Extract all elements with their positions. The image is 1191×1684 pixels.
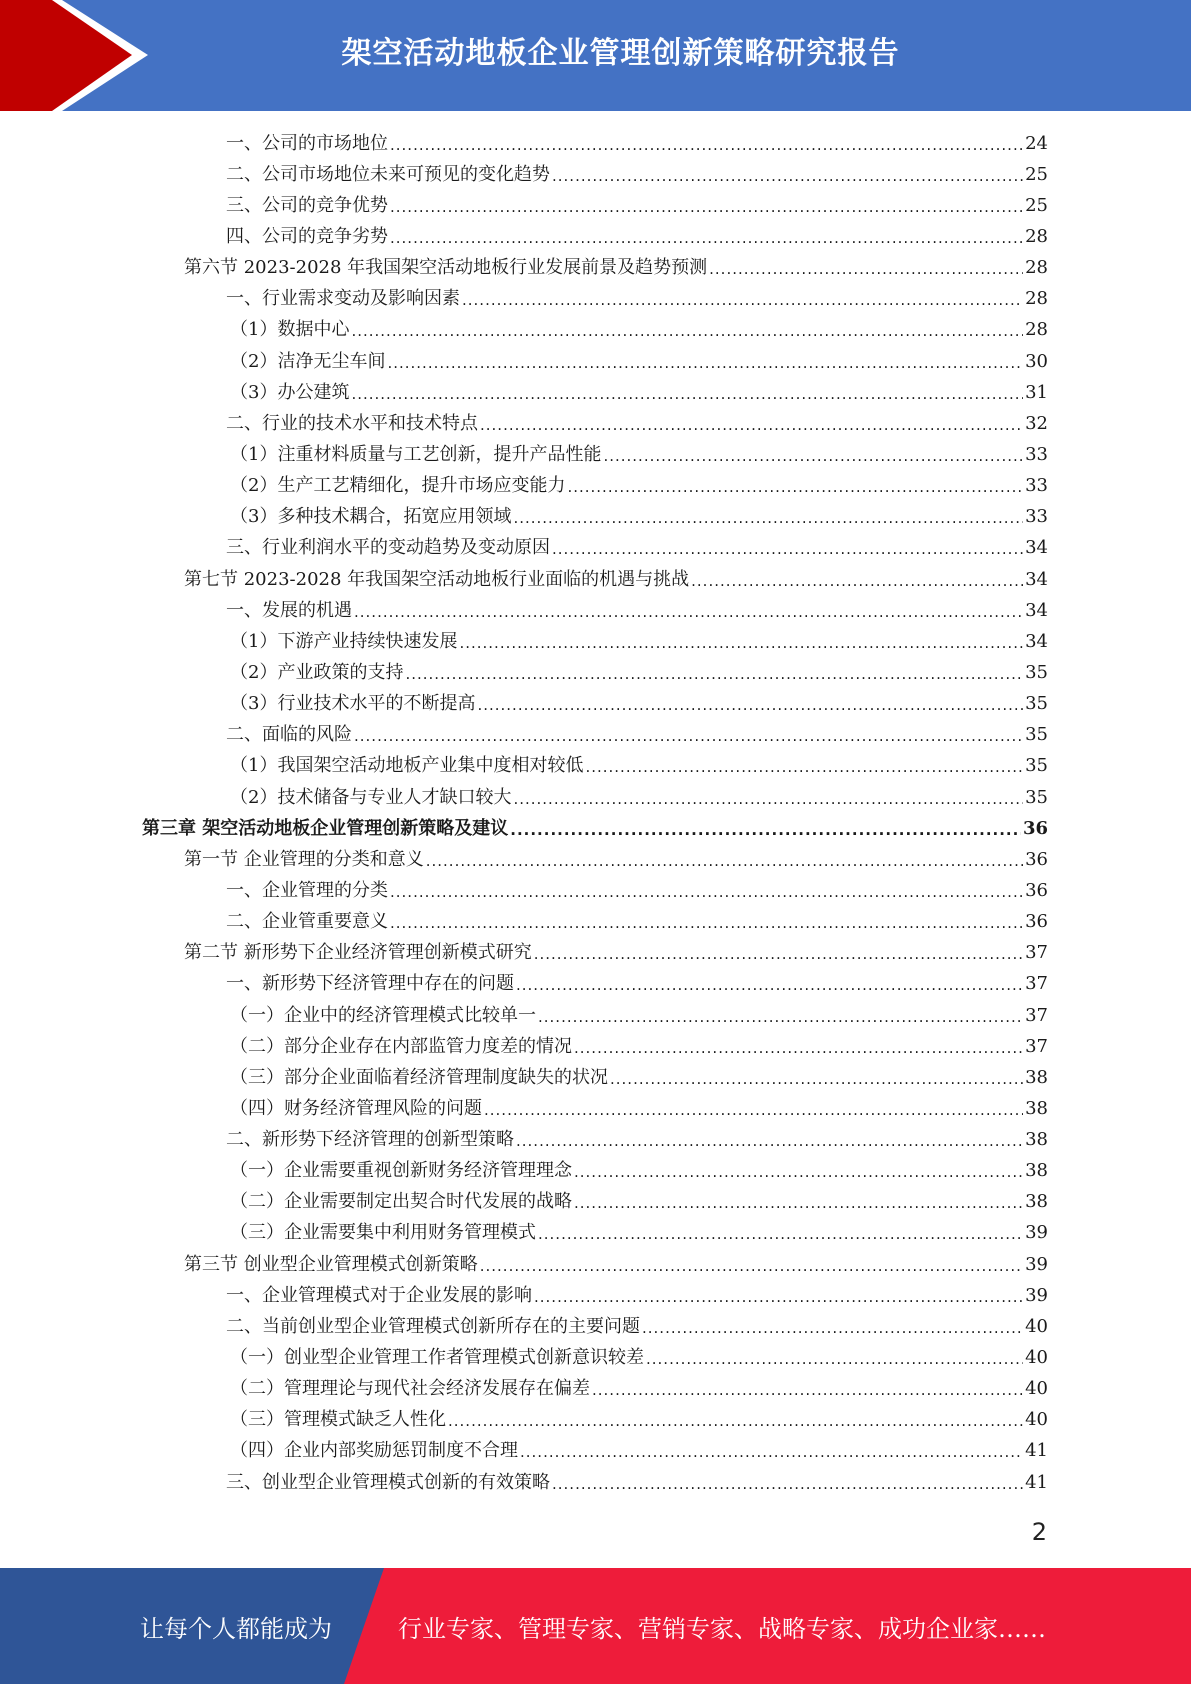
toc-entry-page: 38 bbox=[1025, 1129, 1048, 1151]
toc-entry[interactable] bbox=[0, 377, 1191, 408]
toc-entry-title: （四）企业内部奖励惩罚制度不合理 bbox=[230, 1440, 518, 1462]
toc-dot-leader bbox=[610, 1067, 1023, 1089]
toc-entry-page: 35 bbox=[1025, 693, 1048, 715]
toc-entry[interactable] bbox=[0, 595, 1191, 626]
toc-entry-page: 39 bbox=[1025, 1284, 1048, 1306]
toc-entry-title: （2）产业政策的支持 bbox=[230, 661, 404, 683]
toc-entry[interactable] bbox=[0, 1093, 1191, 1124]
toc-entry-page: 37 bbox=[1025, 1035, 1048, 1057]
toc-dot-leader bbox=[462, 288, 1023, 310]
toc-entry-title: 二、当前创业型企业管理模式创新所存在的主要问题 bbox=[226, 1315, 640, 1337]
toc-entry-page: 28 bbox=[1025, 288, 1048, 310]
toc-entry-title: （二）管理理论与现代社会经济发展存在偏差 bbox=[230, 1378, 590, 1400]
toc-entry-page: 24 bbox=[1025, 132, 1048, 154]
toc-entry[interactable] bbox=[0, 221, 1191, 252]
toc-entry[interactable] bbox=[0, 844, 1191, 875]
toc-entry[interactable] bbox=[0, 1374, 1191, 1405]
toc-dot-leader bbox=[426, 849, 1023, 871]
toc-entry-title: 一、企业管理模式对于企业发展的影响 bbox=[226, 1284, 532, 1306]
toc-entry[interactable] bbox=[0, 284, 1191, 315]
toc-entry-page: 32 bbox=[1025, 412, 1048, 434]
toc-dot-leader bbox=[459, 631, 1023, 653]
toc-entry[interactable] bbox=[0, 502, 1191, 533]
toc-entry[interactable] bbox=[0, 813, 1191, 844]
toc-entry-page: 38 bbox=[1025, 1160, 1048, 1182]
toc-entry-page: 40 bbox=[1025, 1378, 1048, 1400]
toc-entry-page: 34 bbox=[1025, 630, 1048, 652]
toc-entry[interactable] bbox=[0, 626, 1191, 657]
toc-entry-title: 第二节 新形势下企业经济管理创新模式研究 bbox=[184, 942, 532, 964]
toc-entry-title: （2）生产工艺精细化，提升市场应变能力 bbox=[230, 475, 566, 497]
toc-entry-title: 第六节 2023-2028 年我国架空活动地板行业发展前景及趋势预测 bbox=[184, 257, 708, 279]
toc-entry-page: 30 bbox=[1025, 350, 1048, 372]
toc-entry-page: 39 bbox=[1025, 1222, 1048, 1244]
toc-dot-leader bbox=[552, 537, 1023, 559]
toc-entry[interactable] bbox=[0, 1031, 1191, 1062]
toc-entry-title: 一、新形势下经济管理中存在的问题 bbox=[226, 973, 514, 995]
toc-dot-leader bbox=[387, 351, 1023, 373]
toc-dot-leader bbox=[390, 195, 1023, 217]
toc-dot-leader bbox=[574, 1036, 1023, 1058]
toc-entry[interactable] bbox=[0, 564, 1191, 595]
toc-dot-leader bbox=[390, 880, 1023, 902]
toc-dot-leader bbox=[552, 1472, 1023, 1494]
toc-entry-page: 28 bbox=[1025, 225, 1048, 247]
toc-entry-title: （3）多种技术耦合，拓宽应用领域 bbox=[230, 506, 512, 528]
table-of-contents bbox=[0, 128, 1191, 1498]
toc-dot-leader bbox=[484, 1098, 1023, 1120]
toc-dot-leader bbox=[552, 164, 1023, 186]
toc-entry-title: 第七节 2023-2028 年我国架空活动地板行业面临的机遇与挑战 bbox=[184, 568, 690, 590]
toc-entry-title: （1）我国架空活动地板产业集中度相对较低 bbox=[230, 755, 584, 777]
toc-entry[interactable] bbox=[0, 938, 1191, 969]
toc-entry[interactable] bbox=[0, 720, 1191, 751]
toc-entry-page: 38 bbox=[1025, 1066, 1048, 1088]
toc-dot-leader bbox=[691, 569, 1023, 591]
page-number: 2 bbox=[1031, 1518, 1047, 1546]
toc-entry[interactable] bbox=[0, 1000, 1191, 1031]
toc-entry[interactable] bbox=[0, 253, 1191, 284]
toc-dot-leader bbox=[513, 787, 1023, 809]
toc-dot-leader bbox=[709, 257, 1023, 279]
document-title: 架空活动地板企业管理创新策略研究报告 bbox=[341, 36, 900, 71]
chevron-arrow-icon bbox=[0, 0, 160, 111]
toc-entry-page: 40 bbox=[1025, 1347, 1048, 1369]
toc-dot-leader bbox=[405, 662, 1023, 684]
toc-entry-title: 一、企业管理的分类 bbox=[226, 879, 388, 901]
toc-entry-title: 二、面临的风险 bbox=[226, 724, 352, 746]
toc-entry-page: 35 bbox=[1025, 755, 1048, 777]
toc-entry-title: （一）企业中的经济管理模式比较单一 bbox=[230, 1004, 536, 1026]
toc-entry-title: 二、企业管重要意义 bbox=[226, 911, 388, 933]
toc-dot-leader bbox=[534, 942, 1023, 964]
toc-entry-page: 36 bbox=[1022, 817, 1048, 839]
toc-dot-leader bbox=[646, 1347, 1023, 1369]
toc-entry[interactable] bbox=[0, 128, 1191, 159]
toc-entry[interactable] bbox=[0, 751, 1191, 782]
toc-entry-page: 33 bbox=[1025, 506, 1048, 528]
toc-entry-title: （1）下游产业持续快速发展 bbox=[230, 630, 458, 652]
toc-dot-leader bbox=[603, 444, 1023, 466]
toc-entry-title: （三）管理模式缺乏人性化 bbox=[230, 1409, 446, 1431]
toc-entry-title: 第三节 创业型企业管理模式创新策略 bbox=[184, 1253, 478, 1275]
toc-entry-title: 三、公司的竞争优势 bbox=[226, 194, 388, 216]
toc-entry[interactable] bbox=[0, 471, 1191, 502]
toc-entry[interactable] bbox=[0, 1467, 1191, 1498]
toc-entry-page: 38 bbox=[1025, 1097, 1048, 1119]
toc-dot-leader bbox=[480, 1254, 1023, 1276]
toc-entry-title: 一、行业需求变动及影响因素 bbox=[226, 288, 460, 310]
toc-dot-leader bbox=[390, 133, 1023, 155]
toc-entry-title: 二、公司市场地位未来可预见的变化趋势 bbox=[226, 163, 550, 185]
toc-entry[interactable] bbox=[0, 439, 1191, 470]
toc-entry-page: 37 bbox=[1025, 942, 1048, 964]
toc-entry-page: 35 bbox=[1025, 724, 1048, 746]
toc-entry-title: 三、创业型企业管理模式创新的有效策略 bbox=[226, 1471, 550, 1493]
toc-entry-page: 37 bbox=[1025, 973, 1048, 995]
toc-entry-title: （一）企业需要重视创新财务经济管理理念 bbox=[230, 1160, 572, 1182]
toc-entry-title: （三）企业需要集中利用财务管理模式 bbox=[230, 1222, 536, 1244]
toc-entry-title: （1）注重材料质量与工艺创新，提升产品性能 bbox=[230, 443, 602, 465]
toc-entry-title: （3）行业技术水平的不断提高 bbox=[230, 693, 476, 715]
toc-entry-page: 34 bbox=[1025, 537, 1048, 559]
toc-entry-page: 40 bbox=[1025, 1315, 1048, 1337]
toc-entry[interactable] bbox=[0, 1187, 1191, 1218]
toc-entry[interactable] bbox=[0, 1311, 1191, 1342]
toc-entry-title: 第三章 架空活动地板企业管理创新策略及建议 bbox=[142, 817, 509, 839]
toc-dot-leader bbox=[516, 973, 1023, 995]
toc-entry-page: 33 bbox=[1025, 443, 1048, 465]
toc-entry-page: 28 bbox=[1025, 257, 1048, 279]
toc-entry-page: 31 bbox=[1025, 381, 1048, 403]
toc-entry-page: 36 bbox=[1025, 879, 1048, 901]
toc-entry-title: 第一节 企业管理的分类和意义 bbox=[184, 848, 424, 870]
toc-dot-leader bbox=[567, 475, 1023, 497]
toc-entry-page: 40 bbox=[1025, 1409, 1048, 1431]
footer-banner bbox=[0, 1568, 1191, 1684]
toc-entry-title: （四）财务经济管理风险的问题 bbox=[230, 1097, 482, 1119]
toc-entry-title: 一、发展的机遇 bbox=[226, 599, 352, 621]
toc-dot-leader bbox=[448, 1409, 1023, 1431]
toc-entry[interactable] bbox=[0, 907, 1191, 938]
toc-dot-leader bbox=[477, 693, 1023, 715]
toc-entry[interactable] bbox=[0, 782, 1191, 813]
toc-dot-leader bbox=[354, 724, 1023, 746]
toc-entry-page: 37 bbox=[1025, 1004, 1048, 1026]
toc-dot-leader bbox=[520, 1440, 1023, 1462]
toc-entry[interactable] bbox=[0, 533, 1191, 564]
toc-dot-leader bbox=[351, 319, 1023, 341]
toc-entry[interactable] bbox=[0, 1342, 1191, 1373]
toc-entry[interactable] bbox=[0, 657, 1191, 688]
toc-dot-leader bbox=[513, 506, 1023, 528]
toc-entry-page: 28 bbox=[1025, 319, 1048, 341]
toc-entry[interactable] bbox=[0, 190, 1191, 221]
toc-entry-title: （一）创业型企业管理工作者管理模式创新意识较差 bbox=[230, 1347, 644, 1369]
toc-entry[interactable] bbox=[0, 346, 1191, 377]
toc-dot-leader bbox=[592, 1378, 1023, 1400]
toc-dot-leader bbox=[516, 1129, 1023, 1151]
toc-entry[interactable] bbox=[0, 1218, 1191, 1249]
toc-entry-title: （3）办公建筑 bbox=[230, 381, 350, 403]
toc-entry[interactable] bbox=[0, 1405, 1191, 1436]
toc-entry[interactable] bbox=[0, 969, 1191, 1000]
toc-entry-page: 25 bbox=[1025, 194, 1048, 216]
toc-entry-title: （2）技术储备与专业人才缺口较大 bbox=[230, 786, 512, 808]
toc-entry-page: 35 bbox=[1025, 786, 1048, 808]
toc-entry-title: 四、公司的竞争劣势 bbox=[226, 225, 388, 247]
toc-dot-leader bbox=[642, 1316, 1023, 1338]
toc-entry-page: 34 bbox=[1025, 599, 1048, 621]
toc-entry-page: 36 bbox=[1025, 911, 1048, 933]
toc-dot-leader bbox=[390, 911, 1023, 933]
toc-dot-leader bbox=[538, 1005, 1023, 1027]
toc-entry-page: 39 bbox=[1025, 1253, 1048, 1275]
toc-entry-title: （三）部分企业面临着经济管理制度缺失的状况 bbox=[230, 1066, 608, 1088]
toc-entry-title: 二、新形势下经济管理的创新型策略 bbox=[226, 1129, 514, 1151]
toc-entry[interactable] bbox=[0, 1436, 1191, 1467]
toc-entry-title: 二、行业的技术水平和技术特点 bbox=[226, 412, 478, 434]
toc-entry-page: 41 bbox=[1025, 1471, 1048, 1493]
toc-entry-page: 41 bbox=[1025, 1440, 1048, 1462]
toc-dot-leader bbox=[351, 382, 1023, 404]
toc-entry-title: 三、行业利润水平的变动趋势及变动原因 bbox=[226, 537, 550, 559]
toc-entry[interactable] bbox=[0, 1156, 1191, 1187]
toc-entry-title: （二）部分企业存在内部监管力度差的情况 bbox=[230, 1035, 572, 1057]
toc-entry[interactable] bbox=[0, 1062, 1191, 1093]
toc-dot-leader bbox=[390, 226, 1023, 248]
toc-entry-page: 36 bbox=[1025, 848, 1048, 870]
toc-entry-title: 一、公司的市场地位 bbox=[226, 132, 388, 154]
toc-dot-leader bbox=[574, 1160, 1023, 1182]
toc-entry[interactable] bbox=[0, 315, 1191, 346]
toc-dot-leader bbox=[538, 1222, 1023, 1244]
toc-entry-page: 25 bbox=[1025, 163, 1048, 185]
toc-entry[interactable] bbox=[0, 1280, 1191, 1311]
toc-entry[interactable] bbox=[0, 408, 1191, 439]
toc-dot-leader bbox=[480, 413, 1023, 435]
footer-slogan-right: 行业专家、管理专家、营销专家、战略专家、成功企业家…… bbox=[398, 1614, 1046, 1643]
toc-entry[interactable] bbox=[0, 1125, 1191, 1156]
toc-entry-title: （2）洁净无尘车间 bbox=[230, 350, 386, 372]
toc-dot-leader bbox=[534, 1285, 1023, 1307]
toc-entry-title: （二）企业需要制定出契合时代发展的战略 bbox=[230, 1191, 572, 1213]
toc-entry-page: 33 bbox=[1025, 475, 1048, 497]
toc-entry[interactable] bbox=[0, 689, 1191, 720]
header-banner bbox=[0, 0, 1191, 111]
toc-entry-title: （1）数据中心 bbox=[230, 319, 350, 341]
toc-entry-page: 38 bbox=[1025, 1191, 1048, 1213]
toc-entry-page: 35 bbox=[1025, 661, 1048, 683]
toc-dot-leader bbox=[510, 818, 1021, 840]
toc-dot-leader bbox=[354, 600, 1023, 622]
toc-entry[interactable] bbox=[0, 1249, 1191, 1280]
footer-slogan-left: 让每个人都能成为 bbox=[140, 1614, 332, 1643]
toc-entry[interactable] bbox=[0, 875, 1191, 906]
toc-dot-leader bbox=[574, 1191, 1023, 1213]
toc-entry-page: 34 bbox=[1025, 568, 1048, 590]
toc-entry[interactable] bbox=[0, 159, 1191, 190]
toc-dot-leader bbox=[585, 755, 1023, 777]
